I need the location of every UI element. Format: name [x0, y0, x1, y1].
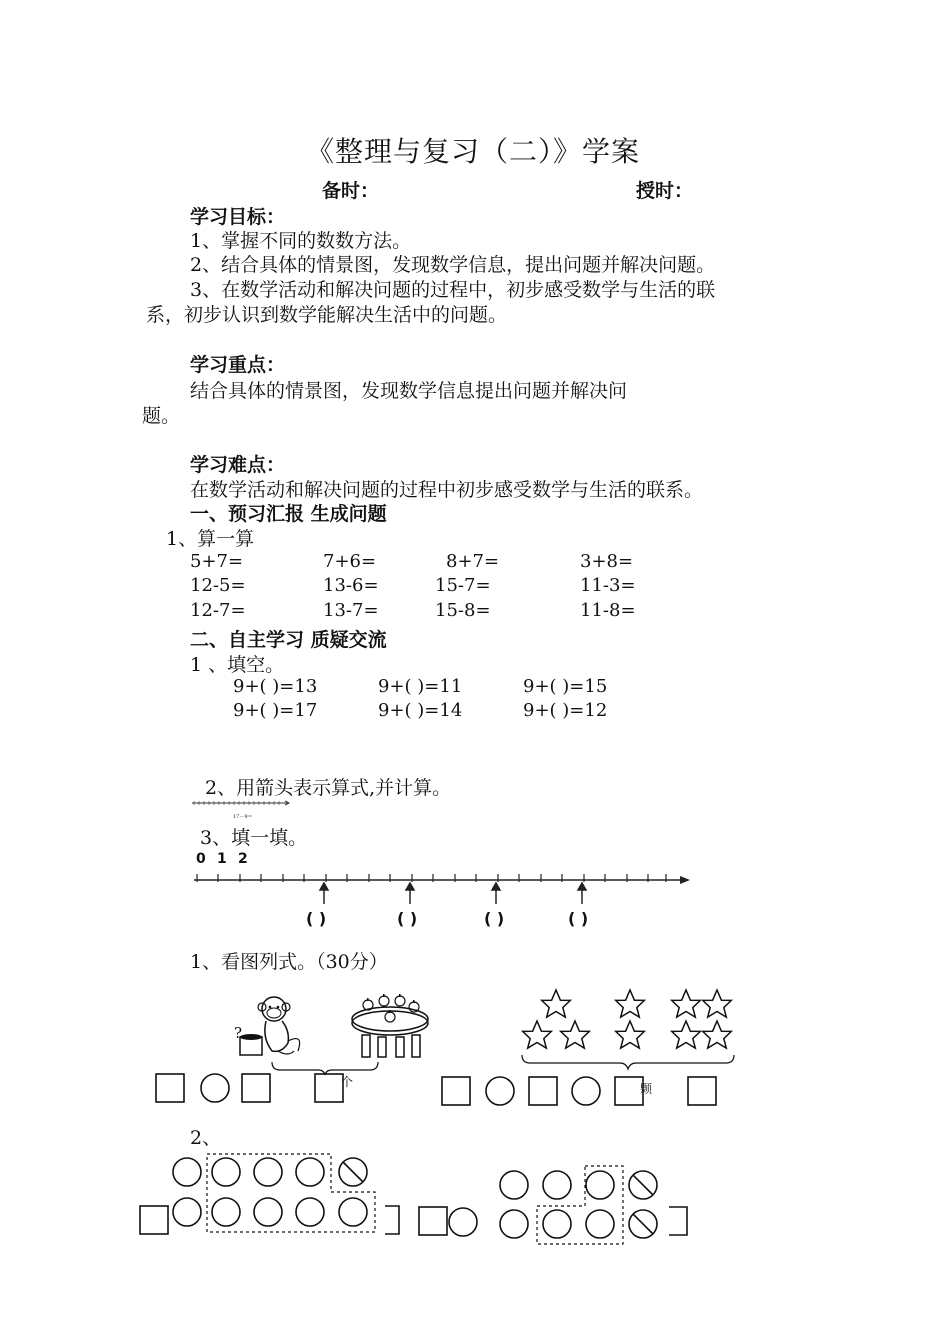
numberline-blank: ( )	[484, 909, 505, 928]
section2-sub1: 1 、填空。	[190, 654, 285, 676]
focus-line-2: 题。	[142, 405, 181, 427]
monkey-illustration	[232, 993, 312, 1063]
tiny-equation: 17－9＝	[233, 814, 253, 820]
stars-illustration	[515, 985, 740, 1055]
section2-sub3: 3、填一填。	[200, 827, 308, 849]
goal-item-3-line1: 3、在数学活动和解决问题的过程中，初步感受数学与生活的联	[190, 279, 716, 301]
goal-item-3-line2: 系，初步认识到数学能解决生活中的问题。	[146, 304, 508, 326]
calc-cell: 8+7=	[446, 551, 500, 572]
calc-cell: 12-7=	[190, 600, 246, 621]
section1-heading: 一、预习汇报 生成问题	[190, 503, 387, 525]
calc-cell: 15-7=	[435, 575, 491, 596]
page-title: 《整理与复习（二）》学案	[306, 135, 641, 168]
circles-group-left	[135, 1148, 405, 1240]
focus-heading: 学习重点：	[190, 354, 286, 376]
calc-cell: 5+7=	[190, 551, 244, 572]
caption-fragment-2: 颗	[640, 1082, 653, 1096]
answer-row-right	[438, 1073, 723, 1113]
calc-cell: 11-8=	[580, 600, 636, 621]
numberline-blank: ( )	[568, 909, 589, 928]
calc-cell: 13-6=	[323, 575, 379, 596]
number-line	[190, 860, 695, 910]
numberline-blank: ( )	[306, 909, 327, 928]
fill-cell: 9+( )=15	[523, 676, 608, 697]
table-apples-illustration	[348, 993, 433, 1065]
fill-cell: 9+( )=11	[378, 676, 463, 697]
section3-sub1: 1、看图列式。（30分）	[190, 951, 388, 973]
circles-group-right	[415, 1160, 700, 1250]
goal-item-2: 2、结合具体的情景图，发现数学信息，提出问题并解决问题。	[190, 254, 716, 276]
fill-cell: 9+( )=14	[378, 700, 463, 721]
fill-cell: 9+( )=13	[233, 676, 318, 697]
numberline-label-2: 2	[238, 851, 248, 867]
calc-cell: 11-3=	[580, 575, 636, 596]
goals-heading: 学习目标：	[190, 206, 286, 228]
focus-line-1: 结合具体的情景图，发现数学信息提出问题并解决问	[190, 380, 628, 402]
numberline-label-0: 0	[196, 851, 206, 867]
section2-heading: 二、自主学习 质疑交流	[190, 629, 387, 651]
teach-time-label: 授时：	[636, 180, 694, 202]
caption-fragment: 个	[341, 1075, 354, 1089]
section2-sub2: 2、用箭头表示算式,并计算。	[205, 777, 452, 799]
brace-stars-group	[520, 1053, 745, 1071]
section1-sub1: 1、算一算	[166, 528, 255, 550]
goal-item-1: 1、掌握不同的数数方法。	[190, 230, 412, 252]
numberline-label-1: 1	[217, 851, 227, 867]
calc-cell: 3+8=	[580, 551, 634, 572]
difficulty-line-1: 在数学活动和解决问题的过程中初步感受数学与生活的联系。	[190, 479, 704, 501]
answer-row-left	[150, 1070, 350, 1110]
calc-cell: 15-8=	[435, 600, 491, 621]
fill-cell: 9+( )=12	[523, 700, 608, 721]
question-mark: ?	[234, 1024, 243, 1042]
numberline-blank: ( )	[397, 909, 418, 928]
calc-cell: 7+6=	[323, 551, 377, 572]
calc-cell: 12-5=	[190, 575, 246, 596]
difficulty-heading: 学习难点：	[190, 454, 286, 476]
prep-time-label: 备时：	[322, 180, 380, 202]
calc-cell: 13-7=	[323, 600, 379, 621]
section3-sub2: 2、	[190, 1127, 222, 1149]
fill-cell: 9+( )=17	[233, 700, 318, 721]
